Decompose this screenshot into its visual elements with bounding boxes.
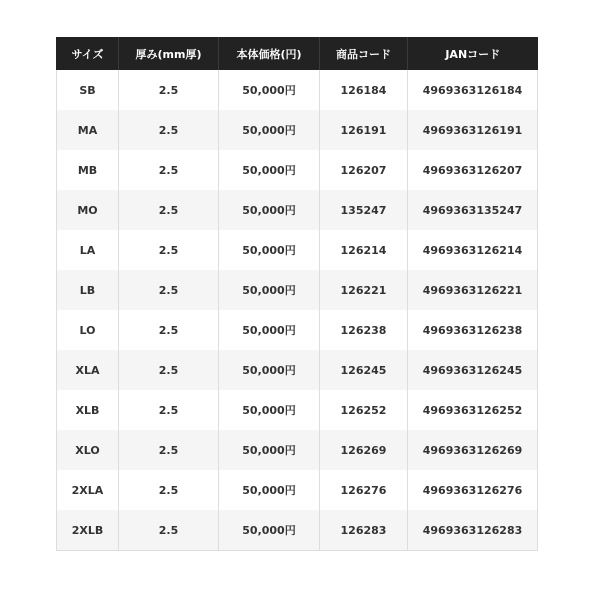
cell-size: LO (57, 310, 119, 350)
cell-jan-code: 4969363126252 (408, 390, 538, 430)
cell-size: XLO (57, 430, 119, 470)
header-thickness: 厚み(mm厚) (119, 37, 219, 70)
table-row (57, 230, 538, 270)
table-row (57, 430, 538, 470)
cell-jan-code: 4969363126221 (408, 270, 538, 310)
table-row (57, 510, 538, 551)
cell-price: 50,000円 (219, 70, 320, 110)
table-row (57, 350, 538, 390)
cell-jan-code: 4969363126245 (408, 350, 538, 390)
cell-thickness: 2.5 (119, 70, 219, 110)
header-jan-code: JANコード (408, 37, 538, 70)
cell-thickness: 2.5 (119, 510, 219, 551)
cell-jan-code: 4969363135247 (408, 190, 538, 230)
cell-price: 50,000円 (219, 470, 320, 510)
cell-jan-code: 4969363126283 (408, 510, 538, 551)
cell-price: 50,000円 (219, 190, 320, 230)
header-product-code: 商品コード (320, 37, 408, 70)
cell-thickness: 2.5 (119, 390, 219, 430)
cell-size: 2XLB (57, 510, 119, 551)
table-row (57, 190, 538, 230)
cell-price: 50,000円 (219, 430, 320, 470)
cell-price: 50,000円 (219, 350, 320, 390)
cell-product-code: 126214 (320, 230, 408, 270)
cell-product-code: 126238 (320, 310, 408, 350)
cell-jan-code: 4969363126191 (408, 110, 538, 150)
spec-table (56, 37, 538, 551)
cell-thickness: 2.5 (119, 190, 219, 230)
cell-product-code: 126221 (320, 270, 408, 310)
cell-jan-code: 4969363126269 (408, 430, 538, 470)
cell-product-code: 126283 (320, 510, 408, 551)
cell-product-code: 135247 (320, 190, 408, 230)
cell-thickness: 2.5 (119, 110, 219, 150)
cell-jan-code: 4969363126276 (408, 470, 538, 510)
cell-thickness: 2.5 (119, 350, 219, 390)
cell-product-code: 126207 (320, 150, 408, 190)
table-row (57, 70, 538, 110)
cell-price: 50,000円 (219, 230, 320, 270)
table-row (57, 390, 538, 430)
header-size: サイズ (57, 37, 119, 70)
table-row (57, 310, 538, 350)
cell-size: LB (57, 270, 119, 310)
cell-thickness: 2.5 (119, 470, 219, 510)
cell-size: MA (57, 110, 119, 150)
cell-thickness: 2.5 (119, 430, 219, 470)
cell-size: MO (57, 190, 119, 230)
table-body (57, 70, 538, 551)
cell-size: XLA (57, 350, 119, 390)
cell-product-code: 126191 (320, 110, 408, 150)
cell-size: MB (57, 150, 119, 190)
table-header (57, 37, 538, 70)
cell-product-code: 126276 (320, 470, 408, 510)
cell-size: SB (57, 70, 119, 110)
cell-price: 50,000円 (219, 150, 320, 190)
cell-jan-code: 4969363126207 (408, 150, 538, 190)
header-row (57, 37, 538, 70)
header-price: 本体価格(円) (219, 37, 320, 70)
cell-thickness: 2.5 (119, 230, 219, 270)
cell-price: 50,000円 (219, 310, 320, 350)
cell-thickness: 2.5 (119, 310, 219, 350)
table-row (57, 150, 538, 190)
cell-product-code: 126245 (320, 350, 408, 390)
cell-product-code: 126252 (320, 390, 408, 430)
cell-thickness: 2.5 (119, 150, 219, 190)
cell-jan-code: 4969363126238 (408, 310, 538, 350)
cell-price: 50,000円 (219, 390, 320, 430)
table-row (57, 110, 538, 150)
cell-jan-code: 4969363126214 (408, 230, 538, 270)
cell-size: 2XLA (57, 470, 119, 510)
cell-thickness: 2.5 (119, 270, 219, 310)
cell-size: LA (57, 230, 119, 270)
table-row (57, 470, 538, 510)
cell-jan-code: 4969363126184 (408, 70, 538, 110)
cell-product-code: 126269 (320, 430, 408, 470)
cell-product-code: 126184 (320, 70, 408, 110)
cell-price: 50,000円 (219, 110, 320, 150)
cell-size: XLB (57, 390, 119, 430)
table-row (57, 270, 538, 310)
cell-price: 50,000円 (219, 270, 320, 310)
cell-price: 50,000円 (219, 510, 320, 551)
